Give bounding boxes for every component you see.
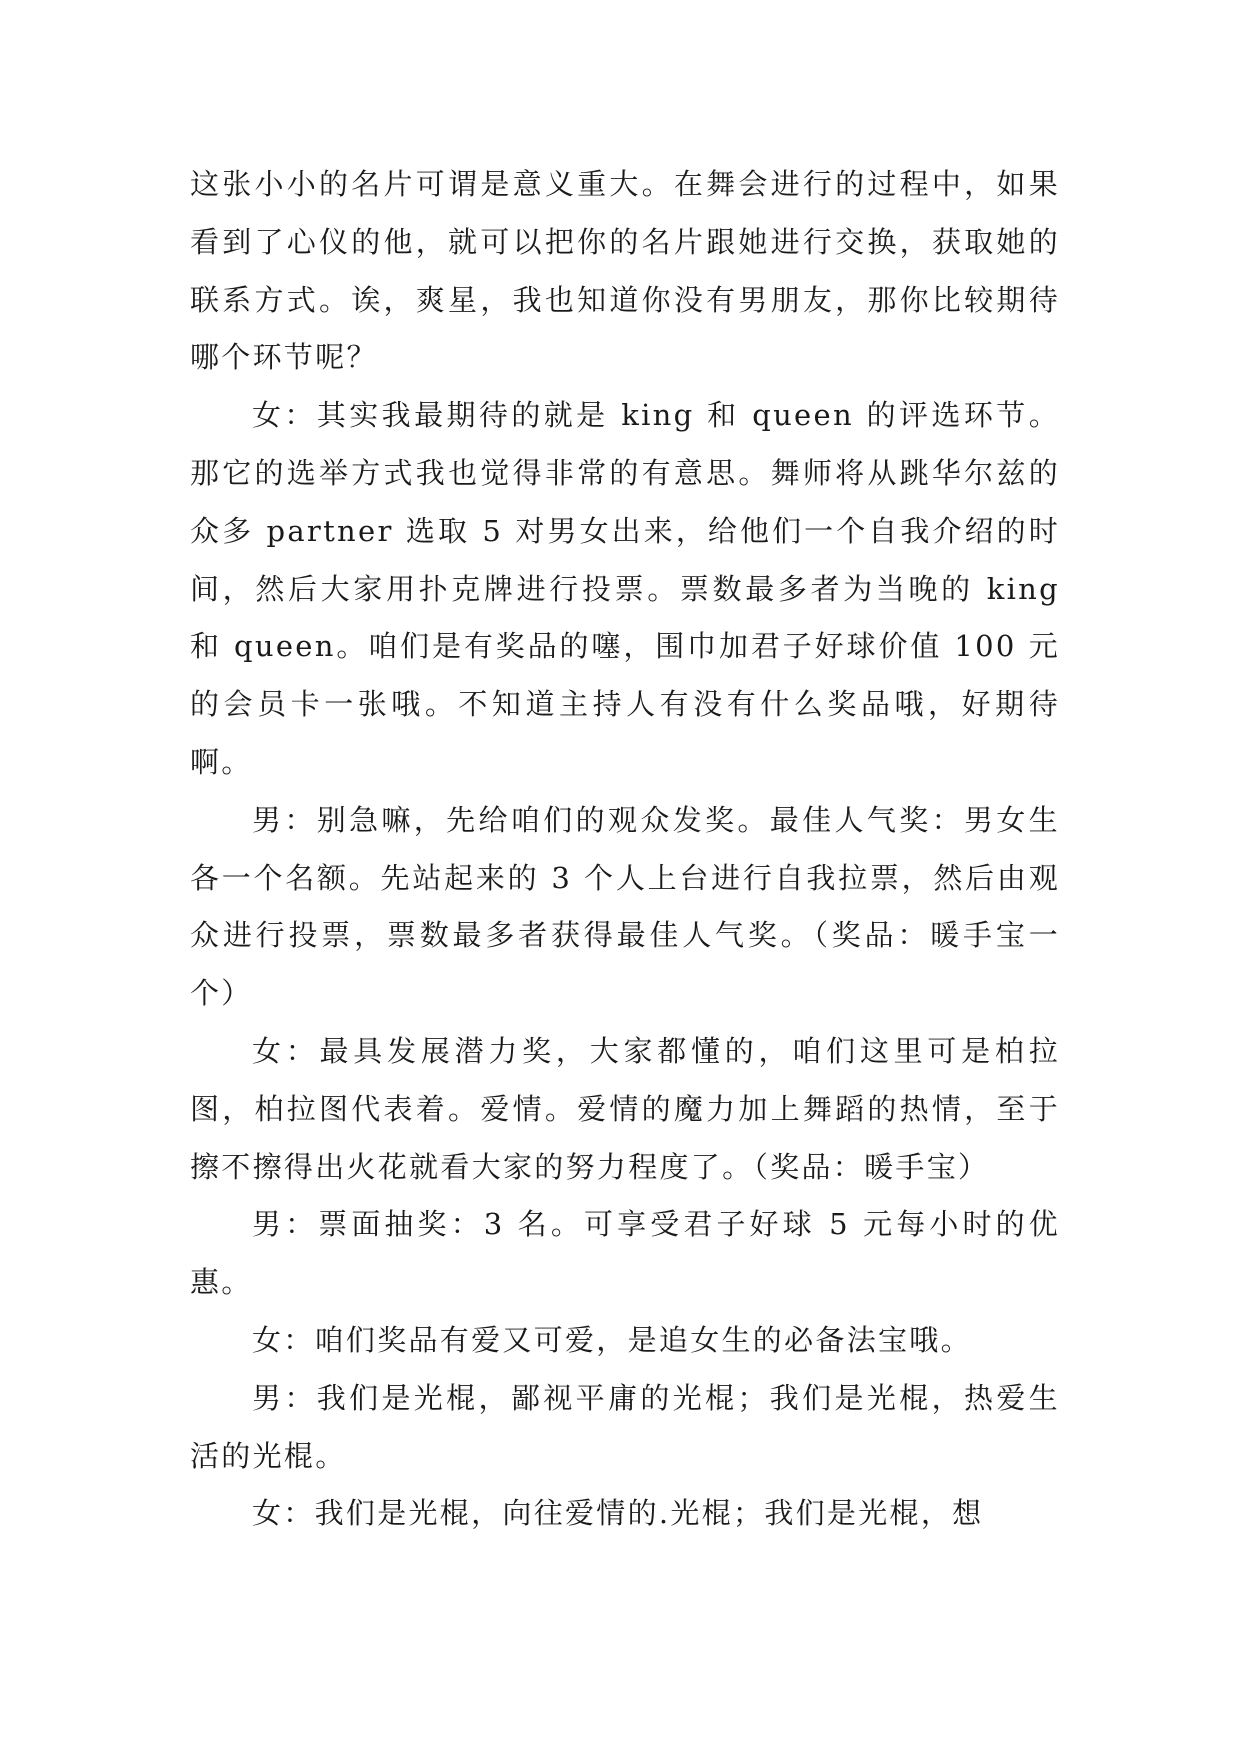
paragraph-8: 女：我们是光棍，向往爱情的.光棍；我们是光棍，想 (252, 1496, 984, 1531)
paragraph-1: 这张小小的名片可谓是意义重大。在舞会进行的过程中，如果看到了心仪的他，就可以把你的名片跟她进行交换，获取她的联系方式。诶，爽星，我也知道你没有男朋友，那你比较期待哪个环节呢？ (190, 167, 1060, 375)
paragraph-2: 女：其实我最期待的就是 king 和 queen 的评选环节。那它的选举方式我也觉得非常的有意思。舞师将从跳华尔兹的众多 partner 选取 5 对男女出来，给他们一个自我介绍的时间，然后大家用扑克牌进行投票。票数最多者为当晚的 king 和 queen。咱们是有奖品的噻，围巾加君子好球价值 100 元的会员卡一张哦。不知道主持人有没有什么奖品哦，好期待啊。 (190, 398, 1060, 779)
paragraph-6: 女：咱们奖品有爱又可爱，是追女生的必备法宝哦。 (252, 1322, 972, 1357)
paragraph-5: 男：票面抽奖：3 名。可享受君子好球 5 元每小时的优惠。 (190, 1207, 1060, 1300)
paragraph-4: 女：最具发展潜力奖，大家都懂的，咱们这里可是柏拉图，柏拉图代表着。爱情。爱情的魔力加上舞蹈的热情，至于擦不擦得出火花就看大家的努力程度了。（奖品：暖手宝） (190, 1033, 1060, 1184)
document-body (190, 156, 1060, 1543)
paragraph-7: 男：我们是光棍，鄙视平庸的光棍；我们是光棍，热爱生活的光棍。 (190, 1380, 1060, 1473)
paragraph-3: 男：别急嘛，先给咱们的观众发奖。最佳人气奖：男女生各一个名额。先站起来的 3 个人上台进行自我拉票，然后由观众进行投票，票数最多者获得最佳人气奖。（奖品：暖手宝一个） (190, 802, 1060, 1011)
